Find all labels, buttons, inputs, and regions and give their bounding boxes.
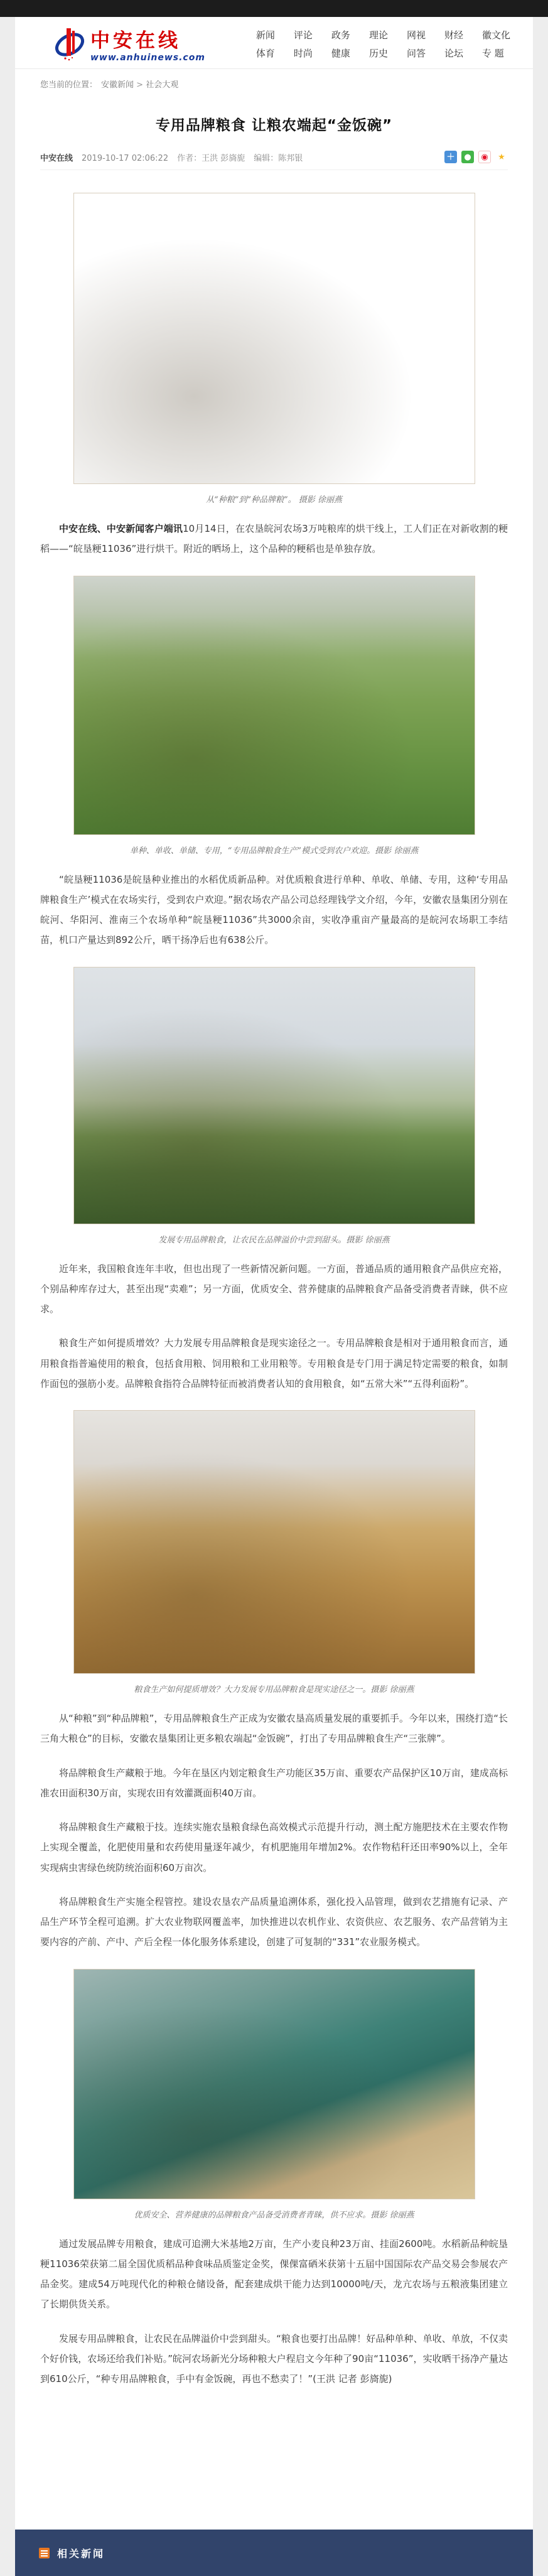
qzone-star-icon[interactable]: ★ [498,152,505,162]
article-body [15,174,533,2422]
article-photo-4 [73,1410,475,1674]
logo-text [90,31,205,62]
article-photo-3 [73,967,475,1224]
meta-source: 中安在线 [40,153,73,163]
article-meta [40,151,508,163]
paragraph-lead-source: 中安在线、中安新闻客户端讯 [59,523,183,534]
top-black-bar [0,0,548,17]
nav-item-r1-4[interactable]: 理论 [368,30,388,41]
nav-item-r2-4[interactable]: 历史 [368,48,388,59]
article-paragraph: 将品牌粮食生产实施全程管控。建设农垦农产品质量追溯体系，强化投入品管理，做到农艺措施有记录、产品生产环节全程可追溯。扩大农业物联网覆盖率，加快推进以农机作业、农资供应、农艺服务、农产品营销为主要内容的产前、产中、产后全程一体化服务体系建设，创建了可复制的“331”农业服务模式。 [40,1895,508,1948]
site-url: www.anhuinews.com [90,53,205,63]
weibo-icon[interactable]: ◉ [478,151,491,163]
meta-left [40,151,303,163]
nav-item-r2-5[interactable]: 问答 [406,48,426,59]
article-paragraph: 将品牌粮食生产藏粮于技。连续实施农垦粮食绿色高效模式示范提升行动，测土配方施肥技术在主要农作物上实现全覆盖，化肥使用量和农药使用量逐年减少，有机肥施用年增加2%。农作物秸秆还田率90%以上，全年实现病虫害绿色统防统治面积60万亩次。 [40,1821,508,1873]
site-name: 中安在线 [90,30,181,52]
article-photo-2 [73,576,475,835]
photo-caption: 发展专用品牌粮食，让农民在品牌溢价中尝到甜头。摄影 徐丽燕 [158,1235,390,1245]
nav-item-r2-1[interactable]: 体育 [255,48,275,59]
article-paragraph: 粮食生产如何提质增效？大力发展专用品牌粮食是现实途径之一。专用品牌粮食是相对于通用粮食而言，通用粮食指普遍使用的粮食，包括食用粮、饲用粮和工业用粮等。专用粮食是专门用于满足特定需要的粮食，如制作面包的强筋小麦。品牌粮食指符合品牌特征而被消费者认知的食用粮食，如“五常大米”“五得利面粉”。 [40,1337,508,1389]
meta-datetime: 2019-10-17 02:06:22 [82,153,169,163]
photo-caption: 从“种粮”到“种品牌粮”。 摄影 徐丽燕 [206,495,342,505]
photo-caption: 单种、单收、单储、专用，“专用品牌粮食生产”模式受到农户欢迎。摄影 徐丽燕 [129,846,419,856]
related-list-icon [39,2548,50,2558]
article-paragraph: 将品牌粮食生产藏粮于地。今年在垦区内划定粮食生产功能区35万亩、重要农产品保护区10万亩，建成高标准农田面积30万亩，实现农田有效灌溉面积40万亩。 [40,1767,508,1799]
article-photo-5 [73,1969,475,2199]
article-title: 专用品牌粮食 让粮农端起“金饭碗” [155,117,393,134]
breadcrumb-link-1[interactable]: 安徽新闻 [101,80,134,90]
nav-row-1 [256,28,510,41]
breadcrumb-items [101,78,178,90]
breadcrumb-separator: > [134,80,146,90]
breadcrumb [15,68,533,97]
nav-item-r2-2[interactable]: 时尚 [293,48,313,59]
article-paragraph: 通过发展品牌专用粮食，建成可追溯大米基地2万亩，生产小麦良种23万亩、挂面2600吨。水稻新品种皖垦粳11036荣获第二届全国优质稻品种食味品质鉴定金奖，倮倮富硒米获第十五届中国国际农产品交易会参展农产品金奖。建成54万吨现代化的种粮仓储设备，配套建成烘干能力达到10000吨/天，龙亢农场与五粮液集团建立了长期供货关系。 [40,2238,508,2310]
nav-item-r1-1[interactable]: 新闻 [255,30,275,41]
logo-swoosh-icon [53,26,87,62]
nav-item-r1-6[interactable]: 财经 [444,30,463,41]
main-nav [256,28,514,60]
nav-item-r2-7[interactable]: 专 题 [481,48,504,59]
nav-item-r1-2[interactable]: 评论 [293,30,313,41]
breadcrumb-prefix: 您当前的位置： [40,80,98,90]
photo-caption: 粮食生产如何提质增效？大力发展专用品牌粮食是现实途径之一。摄影 徐丽燕 [134,1685,414,1695]
nav-item-r2-6[interactable]: 论坛 [444,48,463,59]
wechat-icon[interactable]: ● [461,151,474,163]
related-news-bar[interactable] [15,2530,533,2576]
article-paragraph: 发展专用品牌粮食，让农民在品牌溢价中尝到甜头。“粮食也要打出品牌！好品种单种、单收、单放，不仅卖个好价钱，农场还给我们补贴。”皖河农场新光分场种粮大户程启文今年种了90亩“11036”，实收晒干扬净产量达到610公斤，“种专用品牌粮食，手中有金饭碗，再也不愁卖了！”(王洪 记者 彭旖旎) [40,2332,508,2385]
share-bar [444,151,508,163]
site-header [15,17,533,68]
site-logo[interactable] [53,26,205,62]
article-paragraph: 近年来，我国粮食连年丰收，但也出现了一些新情况新问题。一方面，普通品质的通用粮食产品供应充裕，个别品种库存过大，甚至出现“卖难”；另一方面，优质安全、营养健康的品牌粮食产品备受消费者青睐，供不应求。 [40,1263,508,1315]
nav-item-r1-3[interactable]: 政务 [331,30,350,41]
page-container [15,17,533,2576]
article-paragraph: “皖垦粳11036是皖垦种业推出的水稻优质新品种。对优质粮食进行单种、单收、单储、专用，这种‘专用品牌粮食生产’模式在农场实行，受到农户欢迎。”据农场农产品公司总经理钱学文介绍，今年，安徽农垦集团分别在皖河、华阳河、淮南三个农场单种“皖垦粳11036”共3000余亩，实收净重亩产量最高的是皖河农场职工李结苗，机口产量达到892公斤，晒干扬净后也有638公斤。 [40,873,508,946]
nav-item-r2-3[interactable]: 健康 [331,48,350,59]
article-photo-1 [73,193,475,484]
meta-editor: 编辑：陈邦银 [254,153,303,163]
nav-row-2 [256,46,510,60]
article-paragraph: 从“种粮”到“种品牌粮”，专用品牌粮食生产正成为安徽农垦高质量发展的重要抓手。今年以来，围绕打造“长三角大粮仓”的目标，安徽农垦集团让更多粮农端起“金饭碗”，打出了专用品牌粮食生产“三张牌”。 [40,1713,508,1745]
photo-caption: 优质安全、营养健康的品牌粮食产品备受消费者青睐，供不应求。摄影 徐丽燕 [134,2210,414,2220]
nav-item-r1-7[interactable]: 徽文化 [481,30,510,41]
breadcrumb-link-2[interactable]: 社会大观 [146,80,179,90]
share-plus-icon[interactable]: ＋ [444,151,457,163]
related-news-label: 相关新闻 [57,2547,105,2560]
meta-author: 作者：王洪 彭旖旎 [177,153,245,163]
nav-item-r1-5[interactable]: 网视 [406,30,426,41]
article-paragraph: 中安在线、中安新闻客户端讯10月14日，在农垦皖河农场3万吨粮库的烘干线上，工人们正在对新收割的粳稻——“皖垦粳11036”进行烘干。附近的晒场上，这个品种的粳稻也是单独存放。 [40,523,508,555]
